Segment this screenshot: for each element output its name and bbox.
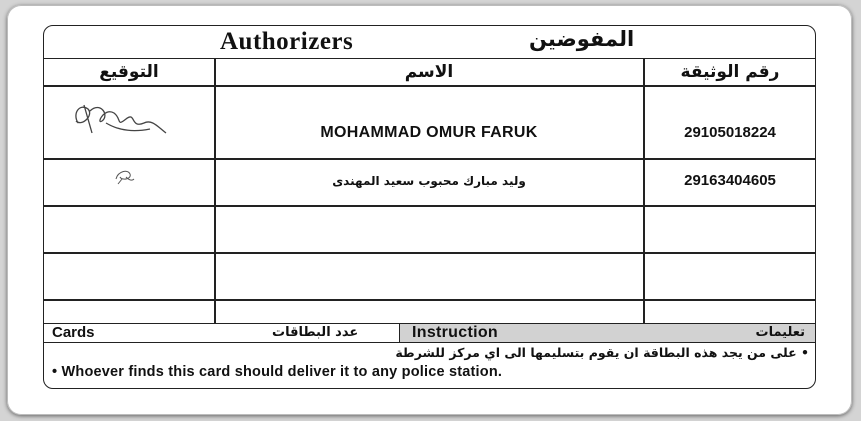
authorizers-card (7, 5, 852, 415)
authorizers-grid (44, 58, 815, 324)
signature-1 (66, 93, 176, 143)
header-signature: التوقيع (99, 62, 159, 82)
header-doc-number: رقم الوثيقة (680, 62, 780, 82)
instruction-label-english: Instruction (412, 324, 498, 341)
cards-count-box (44, 324, 400, 342)
table-cell-name: MOHAMMAD OMUR FARUK (320, 124, 538, 141)
row-divider (44, 299, 815, 301)
title-row (44, 26, 815, 62)
row-divider (44, 205, 815, 207)
table-cell-doc-number: 29105018224 (684, 124, 776, 141)
header-name: الاسم (404, 62, 454, 82)
row-divider (44, 158, 815, 160)
table-cell-name: وليد مبارك محبوب سعيد المهندى (332, 174, 526, 188)
table-cell-doc-number: 29163404605 (684, 172, 776, 189)
column-divider (643, 59, 645, 324)
signature-2 (112, 167, 136, 187)
instruction-text-arabic: • على من يجد هذه البطاقة ان يقوم بتسليمها الى اي مركز للشرطة (395, 345, 809, 360)
row-divider (44, 252, 815, 254)
info-bar (44, 323, 815, 343)
instruction-label-arabic: تعليمات (755, 325, 805, 340)
column-divider (214, 59, 216, 324)
title-english: Authorizers (220, 28, 354, 55)
cards-label-arabic: عدد البطاقات (272, 325, 359, 340)
instruction-text-english: • Whoever finds this card should deliver it to any police station. (52, 364, 503, 380)
authorizers-table-frame (43, 25, 816, 389)
title-arabic: المفوضين (529, 27, 635, 51)
cards-label-english: Cards (52, 324, 95, 341)
row-divider (44, 85, 815, 87)
